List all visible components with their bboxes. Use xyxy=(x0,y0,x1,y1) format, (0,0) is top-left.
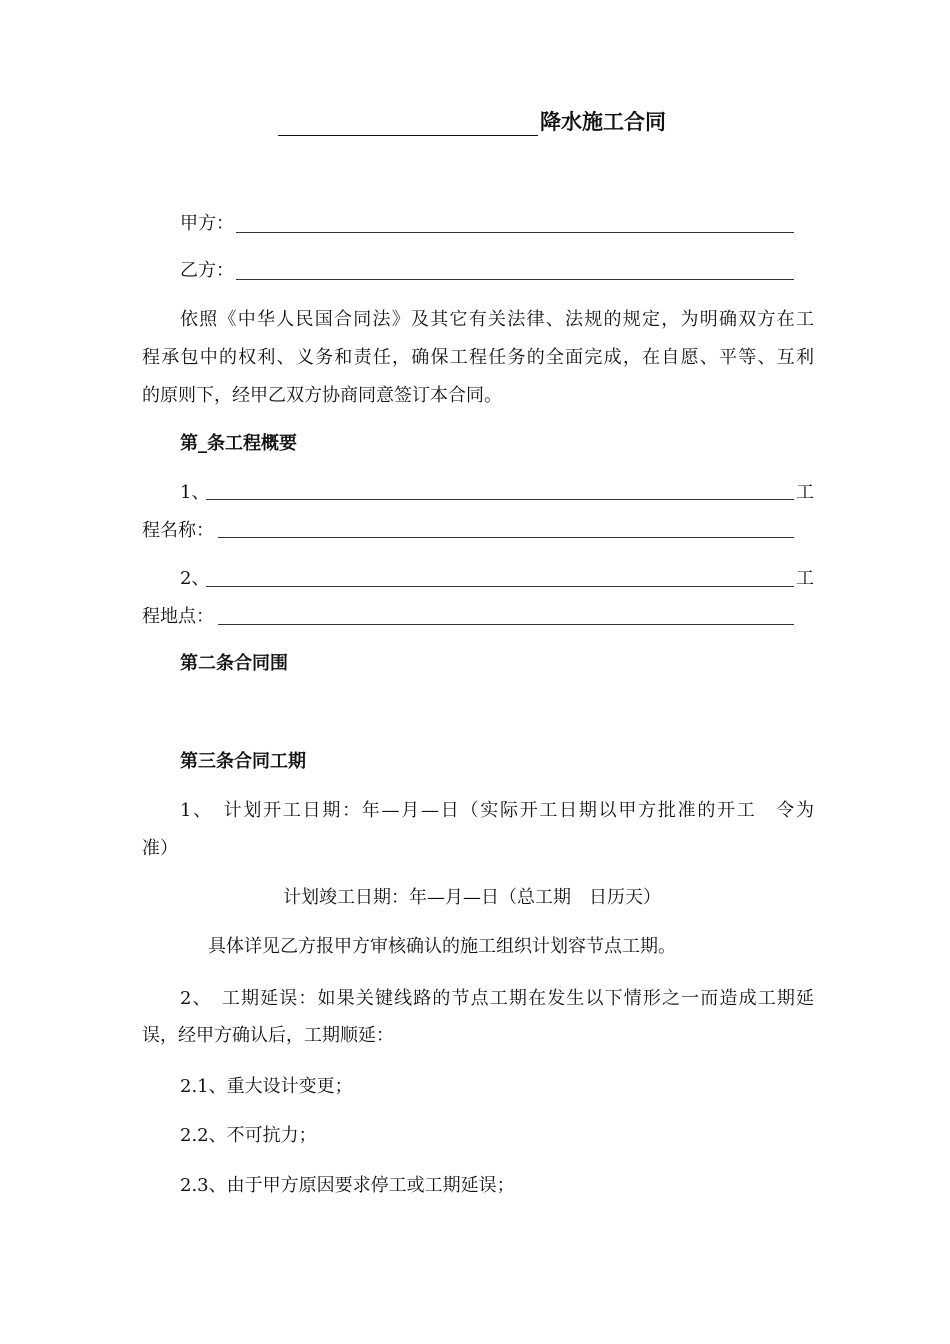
page-title xyxy=(278,108,666,136)
article-3-heading: 第三条合同工期 xyxy=(180,751,306,772)
preamble-line-3: 的原则下，经甲乙双方协商同意签订本合同。 xyxy=(142,385,502,406)
delay-sub-item-3: 2.3、由于甲方原因要求停工或工期延误； xyxy=(180,1175,515,1196)
start-date-line-2: 准） xyxy=(142,838,178,859)
project-name-label: 程名称： xyxy=(142,520,214,541)
article-1-item-1-field[interactable] xyxy=(206,499,794,500)
project-location-label: 程地点： xyxy=(142,606,214,627)
party-a-field[interactable] xyxy=(236,232,794,233)
article-1-item-1-tail: 工 xyxy=(796,482,814,503)
completion-date-line: 计划竣工日期：年—月—日（总工期 日历天） xyxy=(283,887,661,908)
preamble-line-2: 程承包中的权利、义务和责任，确保工程任务的全面完成，在自愿、平等、互利 xyxy=(142,347,814,368)
title-text: 降水施工合同 xyxy=(540,110,666,134)
project-name-field[interactable] xyxy=(218,537,794,538)
party-b-label: 乙方： xyxy=(180,260,234,281)
title-blank-field[interactable] xyxy=(278,113,538,136)
article-1-heading: 第_条工程概要 xyxy=(180,433,297,454)
article-1-item-1-prefix: 1、 xyxy=(180,482,210,503)
project-location-field[interactable] xyxy=(218,624,794,625)
article-1-item-2-prefix: 2、 xyxy=(180,568,210,589)
party-b-field[interactable] xyxy=(236,279,794,280)
preamble-line-1: 依照《中华人民国合同法》及其它有关法律、法规的规定，为明确双方在工 xyxy=(180,309,814,330)
party-a-label: 甲方： xyxy=(180,213,234,234)
article-1-item-2-tail: 工 xyxy=(796,568,814,589)
delay-sub-item-1: 2.1、重大设计变更； xyxy=(180,1076,353,1097)
start-date-line-1: 1、 计划开工日期：年—月—日（实际开工日期以甲方批准的开工 令为 xyxy=(180,800,814,821)
delay-sub-item-2: 2.2、不可抗力； xyxy=(180,1125,317,1146)
delay-line-2: 误，经甲方确认后，工期顺延： xyxy=(142,1025,394,1046)
article-2-heading: 第二条合同围 xyxy=(180,653,288,674)
delay-line-1: 2、 工期延误：如果关键线路的节点工期在发生以下情形之一而造成工期延 xyxy=(180,988,814,1009)
schedule-detail-line: 具体详见乙方报甲方审核确认的施工组织计划容节点工期。 xyxy=(208,936,676,957)
article-1-item-2-field[interactable] xyxy=(206,586,794,587)
